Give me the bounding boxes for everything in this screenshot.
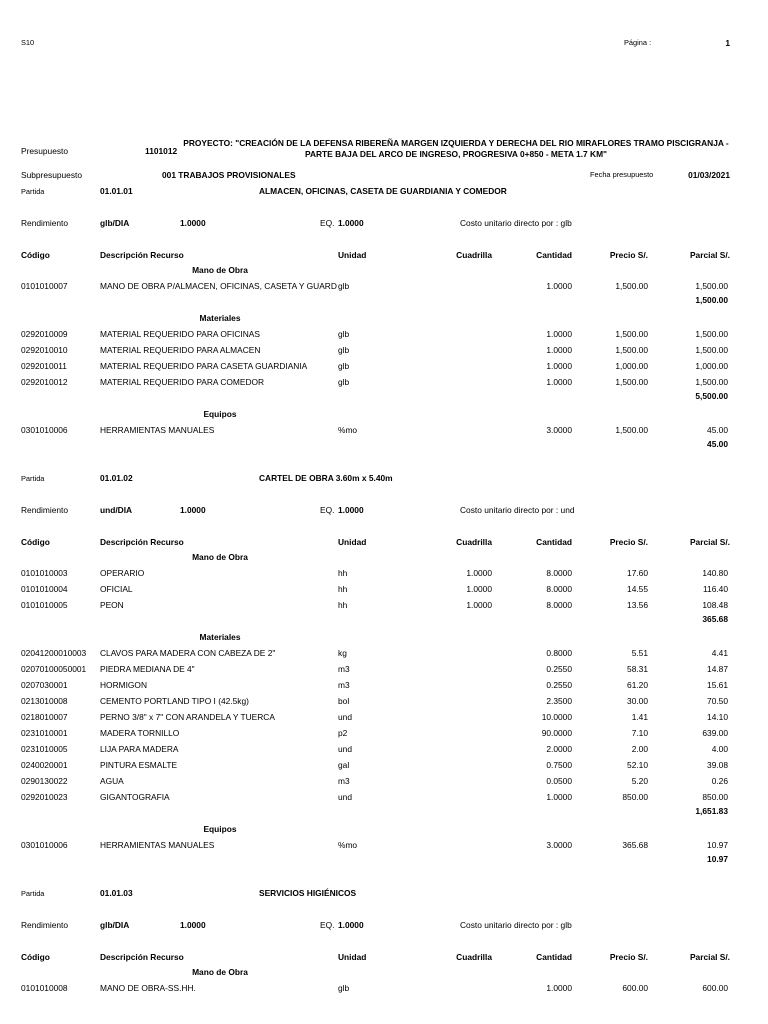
group-subtotal: 1,500.00	[695, 295, 728, 305]
page-number: 1	[725, 38, 730, 48]
eq-label: EQ.	[320, 505, 335, 515]
cell-pre: 52.10	[627, 760, 648, 770]
cell-can: 0.2550	[546, 664, 572, 674]
cell-cod: 02070100050001	[21, 664, 87, 674]
cell-uni: hh	[338, 584, 348, 594]
cell-can: 1.0000	[546, 345, 572, 355]
cell-pre: 1.41	[631, 712, 648, 722]
cell-pre: 58.31	[627, 664, 648, 674]
cell-desc: PEON	[100, 600, 124, 610]
cell-desc: CEMENTO PORTLAND TIPO I (42.5kg)	[100, 696, 249, 706]
cell-pre: 13.56	[627, 600, 648, 610]
cell-can: 1.0000	[546, 983, 572, 993]
col-header-precio: Precio S/.	[609, 537, 648, 547]
rendimiento-label: Rendimiento	[21, 920, 69, 930]
partida-name: CARTEL DE OBRA 3.60m x 5.40m	[259, 473, 393, 483]
cell-cua: 1.0000	[466, 568, 492, 578]
col-header-descripcion: Descripción Recurso	[100, 537, 184, 547]
group-label: Materiales	[199, 313, 241, 323]
cell-can: 0.0500	[546, 776, 572, 786]
cell-cod: 0101010007	[21, 281, 68, 291]
page-label: Página :	[624, 38, 652, 47]
cell-pre: 1,000.00	[615, 361, 648, 371]
group-label: Equipos	[203, 409, 237, 419]
cell-desc: MANO DE OBRA P/ALMACEN, OFICINAS, CASETA Y GUARD	[100, 281, 337, 291]
cell-desc: MATERIAL REQUERIDO PARA OFICINAS	[100, 329, 260, 339]
rendimiento-value: 1.0000	[180, 920, 206, 930]
cell-cod: 0231010005	[21, 744, 68, 754]
col-header-codigo: Código	[21, 250, 50, 260]
cell-desc: HERRAMIENTAS MANUALES	[100, 425, 215, 435]
subbudget-label: Subpresupuesto	[21, 170, 82, 180]
cell-uni: glb	[338, 329, 350, 339]
cell-cod: 0101010005	[21, 600, 68, 610]
cell-par: 116.40	[703, 584, 728, 594]
cell-desc: AGUA	[100, 776, 124, 786]
cell-cua: 1.0000	[466, 600, 492, 610]
cell-cod: 0213010008	[21, 696, 68, 706]
cell-uni: hh	[338, 600, 348, 610]
eq-value: 1.0000	[338, 920, 364, 930]
cell-cod: 0301010006	[21, 840, 68, 850]
cell-uni: m3	[338, 664, 350, 674]
group-subtotal: 10.97	[707, 854, 728, 864]
cell-pre: 850.00	[622, 792, 648, 802]
cell-uni: und	[338, 744, 352, 754]
cell-can: 0.8000	[546, 648, 572, 658]
budget-date-label: Fecha presupuesto	[590, 170, 654, 179]
cell-cod: 0292010011	[21, 361, 67, 371]
rendimiento-unit: glb/DIA	[100, 920, 130, 930]
cell-pre: 600.00	[622, 983, 648, 993]
col-header-parcial: Parcial S/.	[689, 537, 730, 547]
group-subtotal: 365.68	[702, 614, 728, 624]
col-header-unidad: Unidad	[338, 250, 367, 260]
group-label: Equipos	[203, 824, 237, 834]
cell-pre: 5.20	[631, 776, 648, 786]
cell-can: 0.7500	[546, 760, 572, 770]
cell-uni: und	[338, 712, 352, 722]
cell-cod: 02041200010003	[21, 648, 87, 658]
cell-cod: 0101010008	[21, 983, 68, 993]
cell-desc: MADERA TORNILLO	[100, 728, 180, 738]
partida-name: SERVICIOS HIGIÉNICOS	[259, 888, 357, 898]
budget-date-value: 01/03/2021	[688, 170, 730, 180]
cell-par: 4.41	[711, 648, 728, 658]
report-code: S10	[21, 38, 35, 47]
cell-can: 1.0000	[546, 361, 572, 371]
cell-can: 90.0000	[541, 728, 572, 738]
cell-desc: OFICIAL	[100, 584, 133, 594]
col-header-descripcion: Descripción Recurso	[100, 952, 184, 962]
cell-par: 1,500.00	[695, 281, 728, 291]
cell-cod: 0292010012	[21, 377, 68, 387]
cell-can: 3.0000	[546, 425, 572, 435]
cell-uni: glb	[338, 983, 350, 993]
cell-desc: HORMIGON	[100, 680, 147, 690]
cell-cod: 0231010001	[21, 728, 68, 738]
partida-code: 01.01.01	[100, 186, 133, 196]
col-header-codigo: Código	[21, 952, 50, 962]
cell-desc: HERRAMIENTAS MANUALES	[100, 840, 215, 850]
cell-cod: 0292010023	[21, 792, 68, 802]
cell-uni: %mo	[338, 840, 358, 850]
eq-value: 1.0000	[338, 218, 364, 228]
cell-cod: 0292010009	[21, 329, 68, 339]
cell-can: 1.0000	[546, 329, 572, 339]
cell-pre: 5.51	[631, 648, 648, 658]
cell-uni: glb	[338, 345, 350, 355]
cell-par: 39.08	[707, 760, 728, 770]
cell-par: 1,500.00	[695, 345, 728, 355]
cell-desc: GIGANTOGRAFIA	[100, 792, 170, 802]
cell-par: 45.00	[707, 425, 728, 435]
cell-can: 1.0000	[546, 377, 572, 387]
cell-pre: 365.68	[622, 840, 648, 850]
cell-can: 10.0000	[541, 712, 572, 722]
cell-pre: 17.60	[627, 568, 648, 578]
cell-uni: gal	[338, 760, 350, 770]
cell-par: 70.50	[707, 696, 728, 706]
subbudget-value: 001 TRABAJOS PROVISIONALES	[162, 170, 296, 180]
partida-code: 01.01.03	[100, 888, 133, 898]
cell-desc: MATERIAL REQUERIDO PARA ALMACEN	[100, 345, 261, 355]
group-subtotal: 45.00	[707, 439, 728, 449]
cell-uni: kg	[338, 648, 347, 658]
group-label: Mano de Obra	[192, 552, 248, 562]
cell-uni: m3	[338, 776, 350, 786]
cell-uni: glb	[338, 361, 350, 371]
cell-pre: 2.00	[631, 744, 648, 754]
cell-pre: 1,500.00	[615, 281, 648, 291]
cell-desc: MATERIAL REQUERIDO PARA CASETA GUARDIANIA	[100, 361, 308, 371]
cell-par: 108.48	[702, 600, 728, 610]
partida-label: Partida	[21, 187, 45, 196]
cell-desc: CLAVOS PARA MADERA CON CABEZA DE 2"	[100, 648, 276, 658]
eq-label: EQ.	[320, 920, 335, 930]
col-header-cantidad: Cantidad	[536, 537, 572, 547]
cell-cod: 0240020001	[21, 760, 68, 770]
col-header-cantidad: Cantidad	[536, 952, 572, 962]
cell-par: 4.00	[711, 744, 728, 754]
cell-can: 2.3500	[546, 696, 572, 706]
cell-par: 639.00	[702, 728, 728, 738]
partida-label: Partida	[21, 474, 45, 483]
eq-value: 1.0000	[338, 505, 364, 515]
cell-can: 1.0000	[546, 281, 572, 291]
cell-desc: PINTURA ESMALTE	[100, 760, 178, 770]
partida-label: Partida	[21, 889, 45, 898]
cell-can: 8.0000	[546, 584, 572, 594]
eq-label: EQ.	[320, 218, 335, 228]
cell-uni: hh	[338, 568, 348, 578]
cell-pre: 1,500.00	[615, 377, 648, 387]
rendimiento-value: 1.0000	[180, 505, 206, 515]
col-header-cuadrilla: Cuadrilla	[456, 952, 492, 962]
col-header-unidad: Unidad	[338, 537, 367, 547]
cell-pre: 14.55	[627, 584, 648, 594]
cell-desc: PERNO 3/8" x 7" CON ARANDELA Y TUERCA	[100, 712, 275, 722]
group-label: Mano de Obra	[192, 265, 248, 275]
cell-cod: 0292010010	[21, 345, 68, 355]
cell-can: 8.0000	[546, 568, 572, 578]
project-title: PROYECTO: "CREACIÓN DE LA DEFENSA RIBEREÑA MARGEN IZQUIERDA Y DERECHA DEL RIO MIRAFLORES TRAMO PISCIGRANJA - PARTE BAJA DEL ARCO DE INGRESO, PROGRESIVA 0+850 - META 1.7 KM"	[183, 138, 729, 159]
cell-pre: 1,500.00	[615, 345, 648, 355]
cell-desc: LIJA PARA MADERA	[100, 744, 179, 754]
cell-par: 14.87	[707, 664, 728, 674]
partida-name: ALMACEN, OFICINAS, CASETA DE GUARDIANIA Y COMEDOR	[259, 186, 507, 196]
cell-par: 1,500.00	[695, 329, 728, 339]
cell-desc: PIEDRA MEDIANA DE 4"	[100, 664, 195, 674]
cell-cod: 0101010004	[21, 584, 68, 594]
group-subtotal: 1,651.83	[695, 806, 728, 816]
col-header-cuadrilla: Cuadrilla	[456, 250, 492, 260]
rendimiento-label: Rendimiento	[21, 218, 69, 228]
cell-uni: bol	[338, 696, 350, 706]
cell-desc: OPERARIO	[100, 568, 145, 578]
unit-cost-label: Costo unitario directo por : glb	[460, 218, 572, 228]
cell-can: 1.0000	[546, 792, 572, 802]
cell-par: 14.10	[707, 712, 728, 722]
rendimiento-label: Rendimiento	[21, 505, 69, 515]
col-header-codigo: Código	[21, 537, 50, 547]
group-label: Mano de Obra	[192, 967, 248, 977]
cell-par: 1,000.00	[695, 361, 728, 371]
cell-cua: 1.0000	[466, 584, 492, 594]
cell-par: 10.97	[707, 840, 728, 850]
cell-par: 1,500.00	[695, 377, 728, 387]
cell-pre: 1,500.00	[615, 425, 648, 435]
cell-par: 850.00	[702, 792, 728, 802]
unit-cost-label: Costo unitario directo por : und	[460, 505, 575, 515]
rendimiento-unit: glb/DIA	[100, 218, 130, 228]
cell-cod: 0207030001	[21, 680, 68, 690]
budget-number: 1101012	[145, 146, 178, 156]
cell-pre: 7.10	[631, 728, 648, 738]
budget-label: Presupuesto	[21, 146, 69, 156]
cell-cod: 0218010007	[21, 712, 68, 722]
col-header-parcial: Parcial S/.	[689, 952, 730, 962]
col-header-precio: Precio S/.	[609, 250, 648, 260]
cell-pre: 30.00	[627, 696, 648, 706]
cell-uni: glb	[338, 281, 350, 291]
group-subtotal: 5,500.00	[695, 391, 728, 401]
group-label: Materiales	[199, 632, 241, 642]
col-header-descripcion: Descripción Recurso	[100, 250, 184, 260]
cell-par: 0.26	[711, 776, 728, 786]
cell-pre: 61.20	[627, 680, 648, 690]
partida-code: 01.01.02	[100, 473, 133, 483]
cell-par: 600.00	[702, 983, 728, 993]
cell-uni: glb	[338, 377, 350, 387]
cell-par: 15.61	[707, 680, 728, 690]
cell-uni: p2	[338, 728, 348, 738]
cell-desc: MATERIAL REQUERIDO PARA COMEDOR	[100, 377, 265, 387]
cell-cod: 0101010003	[21, 568, 68, 578]
cell-cod: 0290130022	[21, 776, 68, 786]
cell-desc: MANO DE OBRA-SS.HH.	[100, 983, 196, 993]
cell-uni: m3	[338, 680, 350, 690]
cell-par: 140.80	[702, 568, 728, 578]
cell-can: 8.0000	[546, 600, 572, 610]
col-header-cuadrilla: Cuadrilla	[456, 537, 492, 547]
cell-pre: 1,500.00	[615, 329, 648, 339]
cell-can: 3.0000	[546, 840, 572, 850]
rendimiento-value: 1.0000	[180, 218, 206, 228]
cell-can: 2.0000	[546, 744, 572, 754]
col-header-unidad: Unidad	[338, 952, 367, 962]
col-header-parcial: Parcial S/.	[689, 250, 730, 260]
cell-uni: und	[338, 792, 352, 802]
cell-uni: %mo	[338, 425, 358, 435]
col-header-precio: Precio S/.	[609, 952, 648, 962]
unit-cost-label: Costo unitario directo por : glb	[460, 920, 572, 930]
cell-can: 0.2550	[546, 680, 572, 690]
cell-cod: 0301010006	[21, 425, 68, 435]
rendimiento-unit: und/DIA	[100, 505, 133, 515]
col-header-cantidad: Cantidad	[536, 250, 572, 260]
